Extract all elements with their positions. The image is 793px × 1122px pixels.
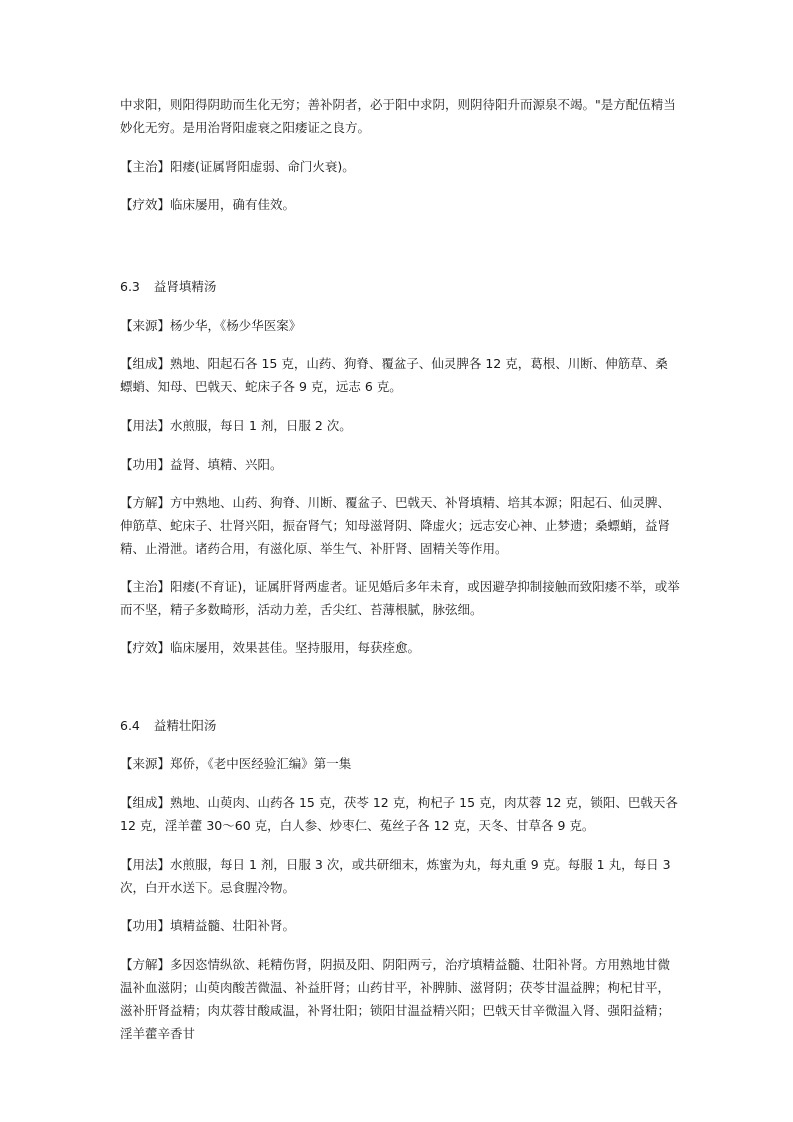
usage-6-3: 【用法】水煎服，每日 1 剂，日服 2 次。 (120, 418, 352, 433)
section-title: 益肾填精汤 (153, 279, 217, 294)
composition-6-4: 【组成】熟地、山萸肉、山药各 15 克，茯苓 12 克，枸杞子 15 克，肉苁蓉 12 克，锁阳、巴戟天各 12 克，淫羊藿 30～60 克，白人参、炒枣仁、菟丝子各 12 克，天冬、甘草各 9 克。 (120, 795, 678, 833)
function-6-4: 【功用】填精益髓、壮阳补肾。 (120, 918, 296, 933)
usage-6-4: 【用法】水煎服，每日 1 剂，日服 3 次，或共研细末，炼蜜为丸，每丸重 9 克。每服 1 丸，每日 3 次，白开水送下。忌食腥冷物。 (120, 857, 671, 895)
function-6-3: 【功用】益肾、填精、兴阳。 (120, 457, 283, 472)
indications-6-3: 【主治】阳痿(不育证)，证属肝肾两虚者。证见婚后多年未育，或因避孕抑制接触而致阳痿不举，或举而不坚，精子多数畸形，活动力差，舌尖红、苔薄根腻，脉弦细。 (120, 579, 680, 617)
intro-efficacy: 【疗效】临床屡用，确有佳效。 (120, 197, 296, 212)
section-number: 6.4 (120, 718, 140, 733)
intro-indications: 【主治】阳痿(证属肾阳虚弱、命门火衰)。 (120, 159, 355, 174)
section-title: 益精壮阳汤 (153, 718, 217, 733)
explanation-6-3: 【方解】方中熟地、山药、狗脊、川断、覆盆子、巴戟天、补肾填精、培其本源；阳起石、仙灵脾、伸筋草、蛇床子、壮肾兴阳，振奋肾气；知母滋肾阴、降虚火；远志安心神、止梦遗；桑螵蛸，益肾精、止滑泄。诸药合用，有滋化原、举生气、补肝肾、固精关等作用。 (120, 495, 671, 556)
section-number: 6.3 (120, 279, 140, 294)
section-heading-6-3 (120, 275, 216, 298)
intro-continued-paragraph: 中求阳，则阳得阴助而生化无穷；善补阴者，必于阳中求阴，则阴待阳升而源泉不竭。"是方配伍精当妙化无穷。是用治肾阳虚衰之阳痿证之良方。 (120, 97, 676, 135)
source-6-3: 【来源】杨少华，《杨少华医案》 (120, 318, 302, 333)
section-heading-6-4 (120, 714, 216, 737)
explanation-6-4: 【方解】多因恣情纵欲、耗精伤肾，阴损及阳、阴阳两亏，治疗填精益髓、壮阳补肾。方用熟地甘微温补血滋阴；山萸肉酸苦微温、补益肝肾；山药甘平，补脾肺、滋肾阴；茯苓甘温益脾；枸杞甘平，滋补肝肾益精；肉苁蓉甘酸咸温，补肾壮阳；锁阳甘温益精兴阳；巴戟天甘辛微温入肾、强阳益精；淫羊藿辛香甘 (120, 957, 671, 1041)
source-6-4: 【来源】郑侨，《老中医经验汇编》第一集 (120, 756, 352, 771)
composition-6-3: 【组成】熟地、阳起石各 15 克，山药、狗脊、覆盆子、仙灵脾各 12 克，葛根、川断、伸筋草、桑螵蛸、知母、巴戟天、蛇床子各 9 克，远志 6 克。 (120, 356, 668, 394)
efficacy-6-3: 【疗效】临床屡用，效果甚佳。坚持服用，每获痊愈。 (120, 640, 421, 655)
